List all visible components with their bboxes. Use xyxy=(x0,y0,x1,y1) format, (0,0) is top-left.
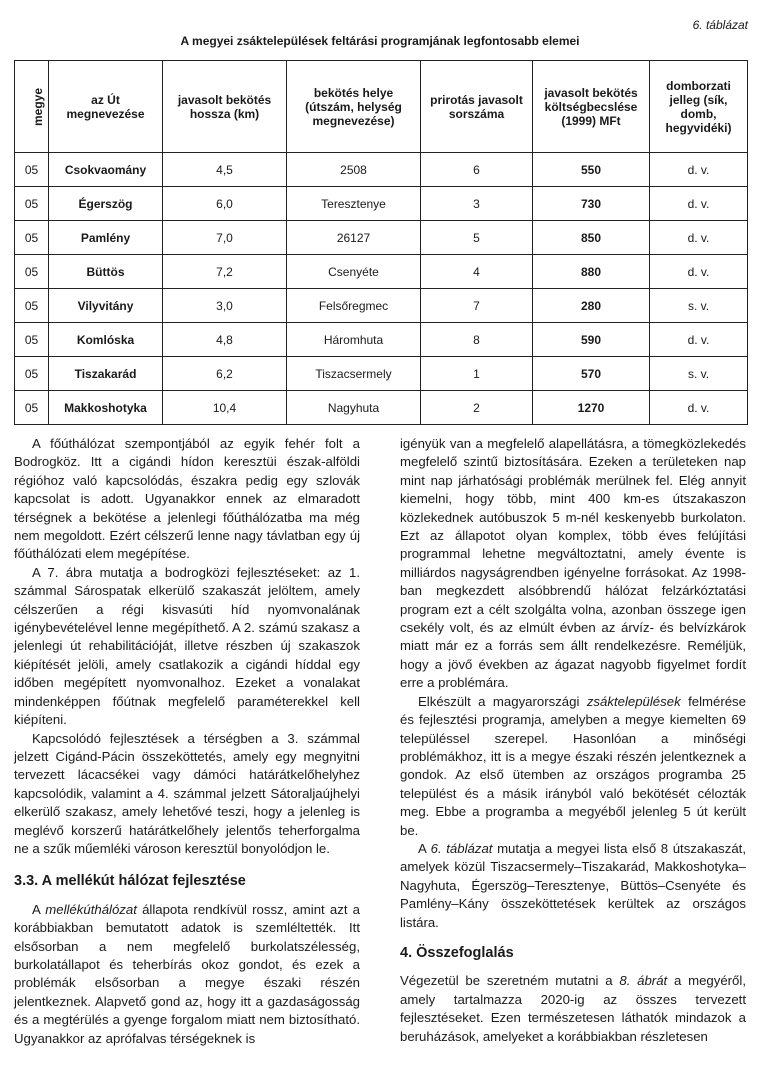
cell-road-name: Vilyvitány xyxy=(49,289,163,323)
cell-terrain: d. v. xyxy=(650,221,748,255)
table-header-row xyxy=(15,61,748,153)
cell-connection-place: 26127 xyxy=(287,221,421,255)
cell-county: 05 xyxy=(15,323,49,357)
cell-cost: 590 xyxy=(533,323,650,357)
cell-length: 3,0 xyxy=(163,289,287,323)
cell-priority: 5 xyxy=(421,221,533,255)
right-text-column xyxy=(400,435,746,1046)
cell-length: 4,5 xyxy=(163,153,287,187)
cell-road-name: Tiszakarád xyxy=(49,357,163,391)
cell-county: 05 xyxy=(15,255,49,289)
paragraph-text: felmérése és fejlesztési programja, amelyben a megye kiemelten 69 településsel szerepel. Hasonlóan a minőségi problémákhoz, itt is a megye északi részén jelentkeznek a gondok. Az első ütemben az országos programba 25 települést és a másik irányból való bekötését célozták meg. Ebbe a programba a megyéből jelenleg 5 út került be. xyxy=(400,693,746,838)
section-heading: 3.3. A mellékút hálózat fejlesztése xyxy=(14,873,246,890)
paragraph xyxy=(14,901,360,1048)
cell-road-name: Makkoshotyka xyxy=(49,391,163,425)
cell-connection-place: Tiszacsermely xyxy=(287,357,421,391)
cell-connection-place: Teresztenye xyxy=(287,187,421,221)
data-table xyxy=(14,60,748,425)
paragraph xyxy=(14,564,360,730)
cell-county: 05 xyxy=(15,391,49,425)
cell-length: 6,0 xyxy=(163,187,287,221)
cell-length: 6,2 xyxy=(163,357,287,391)
cell-cost: 1270 xyxy=(533,391,650,425)
paragraph xyxy=(400,972,746,1046)
cell-terrain: d. v. xyxy=(650,153,748,187)
paragraph-text: Elkészült a magyarországi xyxy=(418,693,587,709)
cell-connection-place: 2508 xyxy=(287,153,421,187)
cell-length: 4,8 xyxy=(163,323,287,357)
table-title: A megyei zsáktelepülések feltárási programjának legfontosabb elemei xyxy=(180,34,580,48)
paragraph-text: Végezetül be szeretném mutatni a xyxy=(400,973,620,989)
cell-connection-place: Háromhuta xyxy=(287,323,421,357)
table-row xyxy=(15,289,748,323)
cell-cost: 570 xyxy=(533,357,650,391)
cell-priority: 8 xyxy=(421,323,533,357)
cell-terrain: d. v. xyxy=(650,187,748,221)
header-length: javasolt bekötés hossza (km) xyxy=(163,61,287,153)
cell-road-name: Csokvaomány xyxy=(49,153,163,187)
cell-county: 05 xyxy=(15,187,49,221)
paragraph-text: mutatja a megyei lista első 8 útszakaszát, amelyek közül Tiszacsermely–Tiszakarád, Makkoshotyka–Nagyhuta, Égerszög–Teresztenye, Büttös–Csenyéte és Pamlény–Kány összeköttetések kerültek az országos listára. xyxy=(400,840,747,930)
cell-terrain: d. v. xyxy=(650,323,748,357)
cell-cost: 550 xyxy=(533,153,650,187)
table-row xyxy=(15,221,748,255)
cell-terrain: d. v. xyxy=(650,391,748,425)
cell-priority: 3 xyxy=(421,187,533,221)
paragraph xyxy=(400,693,746,840)
emphasis-term: zsáktelepülések xyxy=(586,693,681,709)
header-county: megye xyxy=(15,61,49,153)
cell-length: 7,0 xyxy=(163,221,287,255)
header-road-name: az Út megnevezése xyxy=(49,61,163,153)
cell-priority: 7 xyxy=(421,289,533,323)
cell-road-name: Komlóska xyxy=(49,323,163,357)
cell-priority: 6 xyxy=(421,153,533,187)
emphasis-term: mellékúthálózat xyxy=(45,901,137,917)
cell-road-name: Pamlény xyxy=(49,221,163,255)
cell-priority: 4 xyxy=(421,255,533,289)
cell-cost: 730 xyxy=(533,187,650,221)
cell-cost: 850 xyxy=(533,221,650,255)
header-terrain: domborzati jelleg (sík, domb, hegyvidéki) xyxy=(650,61,748,153)
table-number-label: 6. táblázat xyxy=(692,18,748,32)
table-row xyxy=(15,187,748,221)
paragraph-text: állapota rendkívül rossz, amint azt a korábbiakban bemutatott adatok is szemléltették. Itt elsősorban a nem megfelelő burkolatszélesség, burkolatállapot és teherbírás okoz gondot, és ezek a problémák elsősorban a megye északi részén jelentkeznek. Alapvető gond az, hogy itt a gazdaságosság és a megtérülés a gyenge forgalom miatt nem biztosítható. Ugyanakkor az aprófalvas térségeknek is xyxy=(14,901,360,1046)
paragraph: igényük van a megfelelő alapellátásra, a tömegközlekedés megfelelő szintű biztosítására. Ezeken a területeken nap mint nap járhatósági problémák merülnek fel. Elég annyit kiemelni, hogy több, mint 400 km-es útszakaszon közlekednek autóbuszok 5 m-nél keskenyebb burkolaton. Ezt az állapotot olyan komplex, több éves felújítási programmal lehetne megváltoztatni, amely évente is milliárdos nagyságrendben igényelne forrásokat. Az 1998-ban megkezdett alsóbbrendű hálózat felzárkóztatási program ezt a célt szolgálta volna, azonban összege igen csekély volt, és az elmúlt évben az árvíz- és belvízkárok miatt már ez a forrás sem állt rendelkezésre. Reméljük, hogy a jövő években az ágazat nagyobb figyelmet fordít erre a problémára. xyxy=(400,436,746,691)
table-row xyxy=(15,323,748,357)
figure-reference: 8. ábrát xyxy=(619,973,668,989)
cell-county: 05 xyxy=(15,289,49,323)
figure-reference: A 7. ábra xyxy=(32,564,93,580)
table-row xyxy=(15,255,748,289)
cell-priority: 1 xyxy=(421,357,533,391)
paragraph: Kapcsolódó fejlesztések a térségben a 3. számmal jelzett Cigánd-Pácin összeköttetés, amely egy megnyitni tervezett lácacsékei vagy dámóci határátkelőhelyhez kapcsolódik, valamint a 4. számmal jelzett Sátoraljaújhelyi elkerülő szakasz, amely lehetővé teszi, hogy a jelenleg is meglévő korszerű határátkelőhely jelentős teherforgalma ne a szűk műemléki városon keresztül bonyolódjon le. xyxy=(14,730,360,856)
table-row xyxy=(15,391,748,425)
cell-length: 7,2 xyxy=(163,255,287,289)
cell-connection-place: Felsőregmec xyxy=(287,289,421,323)
cell-cost: 280 xyxy=(533,289,650,323)
cell-length: 10,4 xyxy=(163,391,287,425)
header-priority: prirotás javasolt sorszáma xyxy=(421,61,533,153)
header-connection-place: bekötés helye (útszám, helység megnevezése) xyxy=(287,61,421,153)
table-reference: 6. táblázat xyxy=(430,840,493,856)
paragraph-text: a megyéről, amely tartalmazza 2020-ig az összes tervezett fejlesztéseket. Ezen természetesen láthatók mindazok a beruházások, amelyeket a korábbiakban részletesen xyxy=(400,973,746,1044)
cell-cost: 880 xyxy=(533,255,650,289)
paragraph-text: mutatja a bodrogközi fejlesztéseket: az 1. számmal Sárospatak elkerülő szakaszát jelöltem, amely célszerűen a régi kisvasúti híd nyomvonalának igénybevételével lenne megépíthető. A 2. számú szakasz a jelenlegi út rehabilitációját, illetve részben új szakaszok kiépítését jelöli, amely csatlakozik a cigándi híddal egy időben megépített nyomvonalhoz. Ezeket a vonalakat mindenképpen főútnak megfelelő paraméterekkel kell kiépíteni. xyxy=(14,564,360,728)
cell-terrain: s. v. xyxy=(650,357,748,391)
cell-county: 05 xyxy=(15,357,49,391)
cell-county: 05 xyxy=(15,153,49,187)
left-text-column xyxy=(14,435,360,1048)
cell-connection-place: Csenyéte xyxy=(287,255,421,289)
header-cost: javasolt bekötés költségbecslése (1999) MFt xyxy=(533,61,650,153)
paragraph-text: A xyxy=(418,840,431,856)
cell-road-name: Égerszög xyxy=(49,187,163,221)
paragraph xyxy=(400,840,746,932)
paragraph-text: A xyxy=(32,901,46,917)
cell-county: 05 xyxy=(15,221,49,255)
cell-connection-place: Nagyhuta xyxy=(287,391,421,425)
table-row xyxy=(15,357,748,391)
cell-terrain: s. v. xyxy=(650,289,748,323)
table-row xyxy=(15,153,748,187)
cell-road-name: Büttös xyxy=(49,255,163,289)
paragraph: A főúthálózat szempontjából az egyik fehér folt a Bodrogköz. Itt a cigándi hídon keresztüi észak-alföldi régióhoz való kapcsolódás, északra pedig egy szlovák kapcsolat is adott. Ugyanakkor ennek az elmaradott térségnek a bekötése a jelenlegi főúthálózatba ma még nem megoldott. Ezért célszerű lenne nagy távlatban egy új főúthálózati elem megépítése. xyxy=(14,436,360,562)
cell-priority: 2 xyxy=(421,391,533,425)
cell-terrain: d. v. xyxy=(650,255,748,289)
section-heading: 4. Összefoglalás xyxy=(400,944,514,961)
